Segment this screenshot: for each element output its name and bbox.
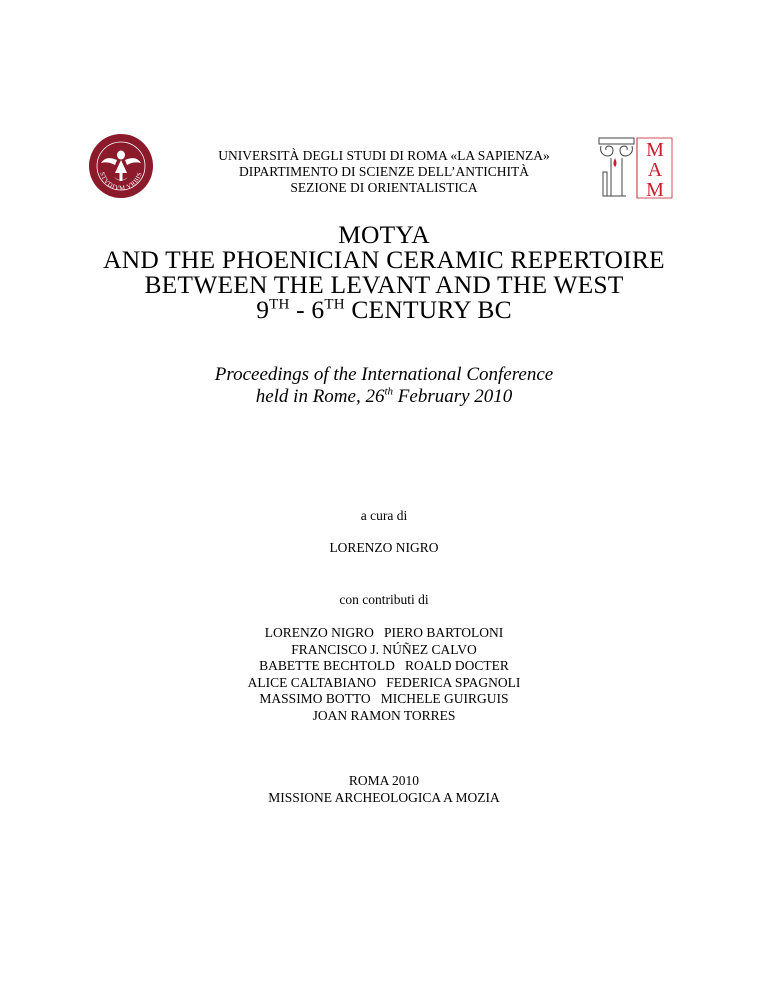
title-line-3: BETWEEN THE LEVANT AND THE WEST bbox=[144, 270, 624, 299]
contributor-line: LORENZO NIGRO PIERO BARTOLONI bbox=[264, 625, 504, 640]
university-name: UNIVERSITÀ DEGLI STUDI DI ROMA «LA SAPIENZA» bbox=[218, 148, 550, 163]
subtitle-line-1: Proceedings of the International Conference bbox=[214, 364, 554, 385]
contributor-line: FRANCISCO J. NÚÑEZ CALVO bbox=[291, 641, 477, 657]
publisher-name: MISSIONE ARCHEOLOGICA A MOZIA bbox=[268, 789, 500, 805]
contributor-line: BABETTE BECHTOLD ROALD DOCTER bbox=[259, 658, 509, 673]
subtitle-date-suffix: th bbox=[384, 385, 394, 398]
century-start: 9 bbox=[256, 295, 270, 324]
century-end: - 6 bbox=[289, 295, 325, 324]
mam-letter-3: M bbox=[646, 179, 664, 200]
seal-text: STVDIVM VRBIS bbox=[98, 171, 144, 193]
contributors-list bbox=[0, 625, 768, 724]
publication-place-year: ROMA 2010 bbox=[348, 773, 420, 788]
editor-label: a cura di bbox=[360, 508, 408, 523]
subtitle-line-2 bbox=[0, 386, 768, 408]
contributor-line: MASSIMO BOTTO MICHELE GUIRGUIS bbox=[259, 691, 509, 706]
mam-letter-2: A bbox=[647, 159, 663, 181]
title-line-1: MOTYA bbox=[338, 220, 430, 249]
department-name: DIPARTIMENTO DI SCIENZE DELL’ANTICHITÀ bbox=[238, 164, 530, 179]
title-line-2: AND THE PHOENICIAN CERAMIC REPERTOIRE bbox=[103, 245, 665, 274]
subtitle-date-b: February 2010 bbox=[393, 386, 513, 407]
century-start-suffix: TH bbox=[269, 296, 290, 313]
book-subtitle bbox=[0, 364, 768, 408]
publication-footer bbox=[0, 773, 768, 806]
mam-letter-1: M bbox=[646, 139, 664, 161]
contributor-line: ALICE CALTABIANO FEDERICA SPAGNOLI bbox=[247, 674, 521, 690]
century-end-suffix: TH bbox=[324, 296, 345, 313]
subtitle-date-a: held in Rome, 26 bbox=[255, 386, 385, 407]
book-title bbox=[0, 222, 768, 322]
institution-header bbox=[0, 148, 768, 196]
century-label: CENTURY BC bbox=[344, 295, 512, 324]
editor-name: LORENZO NIGRO bbox=[329, 540, 439, 555]
contributor-line: JOAN RAMON TORRES bbox=[312, 707, 456, 723]
title-line-4 bbox=[0, 297, 768, 322]
section-name: SEZIONE DI ORIENTALISTICA bbox=[290, 180, 478, 195]
contributors-label: con contributi di bbox=[339, 592, 429, 607]
